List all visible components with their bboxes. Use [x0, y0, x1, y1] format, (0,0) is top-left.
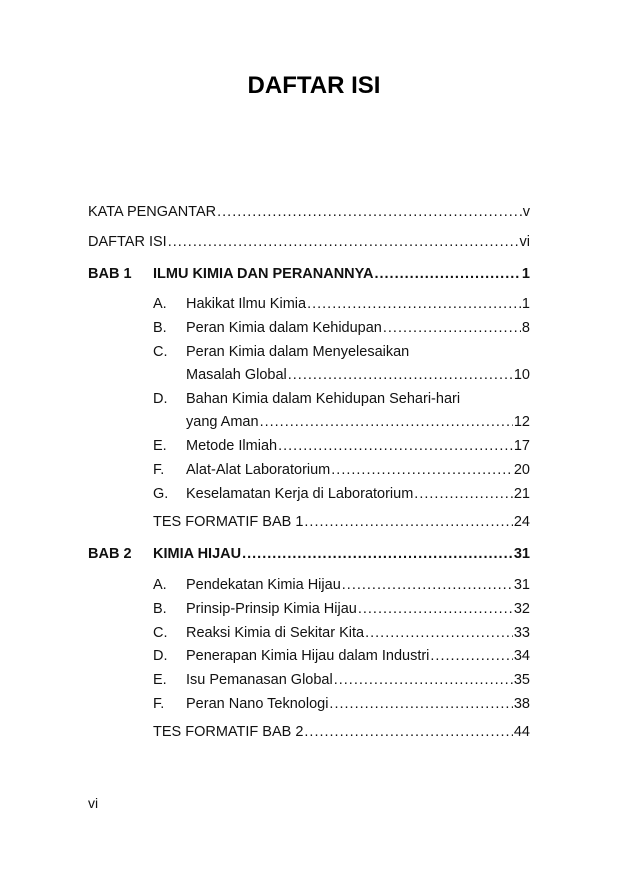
leader-dots [414, 486, 513, 502]
toc-page: 35 [513, 672, 530, 688]
chapter-title: KIMIA HIJAU [153, 546, 242, 562]
toc-section-2a[interactable] [88, 577, 530, 597]
leader-dots [365, 625, 513, 641]
leader-dots [168, 234, 519, 250]
toc-page: 33 [513, 625, 530, 641]
section-letter: B. [153, 601, 167, 617]
toc-page: 31 [513, 577, 530, 593]
toc-section-1c-line1[interactable] [88, 344, 530, 364]
toc-page: 34 [513, 648, 530, 664]
toc-section-1g[interactable] [88, 486, 530, 506]
toc-section-2f[interactable] [88, 696, 530, 716]
toc-section-2c[interactable] [88, 625, 530, 645]
toc-test-bab-2[interactable] [88, 724, 530, 744]
test-label: TES FORMATIF BAB 2 [153, 724, 304, 740]
section-title: Metode Ilmiah [186, 438, 278, 454]
toc-page: 1 [521, 266, 530, 282]
toc-label: DAFTAR ISI [88, 234, 167, 250]
toc-section-1c-line2[interactable] [88, 367, 530, 387]
leader-dots [358, 601, 513, 617]
section-title-cont: Masalah Global [186, 367, 287, 383]
toc-chapter-1[interactable] [88, 266, 530, 286]
toc-section-2d[interactable] [88, 648, 530, 668]
section-letter: B. [153, 320, 167, 336]
toc-section-2b[interactable] [88, 601, 530, 621]
toc-page: 12 [513, 414, 530, 430]
toc-page: 24 [513, 514, 530, 530]
toc-section-1d-line1[interactable] [88, 391, 530, 411]
toc-page: 21 [513, 486, 530, 502]
leader-dots [334, 672, 513, 688]
toc-section-2e[interactable] [88, 672, 530, 692]
section-title: Reaksi Kimia di Sekitar Kita [186, 625, 365, 641]
section-letter: F. [153, 462, 165, 478]
toc-test-bab-1[interactable] [88, 514, 530, 534]
leader-dots [217, 204, 522, 220]
section-letter: C. [153, 344, 168, 360]
toc-page: 10 [513, 367, 530, 383]
section-title: Keselamatan Kerja di Laboratorium [186, 486, 414, 502]
toc-section-1a[interactable] [88, 296, 530, 316]
leader-dots [342, 577, 513, 593]
leader-dots [260, 414, 513, 430]
section-title: Pendekatan Kimia Hijau [186, 577, 341, 593]
leader-dots [331, 462, 513, 478]
leader-dots [430, 648, 512, 664]
leader-dots [304, 724, 512, 740]
toc-section-1f[interactable] [88, 462, 530, 482]
section-title: Isu Pemanasan Global [186, 672, 333, 688]
toc-chapter-2[interactable] [88, 546, 530, 566]
page-title: DAFTAR ISI [247, 72, 381, 99]
section-title: Bahan Kimia dalam Kehidupan Sehari-hari [186, 391, 461, 407]
section-title: Peran Kimia dalam Kehidupan [186, 320, 382, 336]
section-title: Peran Kimia dalam Menyelesaikan [186, 344, 410, 360]
leader-dots [304, 514, 512, 530]
section-title: Hakikat Ilmu Kimia [186, 296, 307, 312]
section-title: Penerapan Kimia Hijau dalam Industri [186, 648, 430, 664]
leader-dots [374, 266, 520, 282]
toc-page: 44 [513, 724, 530, 740]
section-title: Prinsip-Prinsip Kimia Hijau [186, 601, 357, 617]
toc-page: v [522, 204, 530, 220]
section-letter: D. [153, 648, 168, 664]
toc-section-1e[interactable] [88, 438, 530, 458]
toc-page: vi [519, 234, 530, 250]
leader-dots [383, 320, 521, 336]
section-title: Alat-Alat Laboratorium [186, 462, 331, 478]
toc-page: 8 [521, 320, 530, 336]
footer-page-number: vi [88, 795, 99, 811]
chapter-number: BAB 1 [88, 266, 132, 282]
toc-page: 38 [513, 696, 530, 712]
toc-entry-daftar-isi[interactable] [88, 234, 530, 254]
toc-page: 17 [513, 438, 530, 454]
toc-page: 20 [513, 462, 530, 478]
section-title: Peran Nano Teknologi [186, 696, 329, 712]
toc-section-1d-line2[interactable] [88, 414, 530, 434]
leader-dots [307, 296, 521, 312]
toc-page: 1 [521, 296, 530, 312]
section-letter: C. [153, 625, 168, 641]
test-label: TES FORMATIF BAB 1 [153, 514, 304, 530]
chapter-number: BAB 2 [88, 546, 132, 562]
leader-dots [329, 696, 512, 712]
toc-section-1b[interactable] [88, 320, 530, 340]
section-letter: E. [153, 672, 167, 688]
leader-dots [288, 367, 513, 383]
toc-entry-kata-pengantar[interactable] [88, 204, 530, 224]
leader-dots [278, 438, 513, 454]
toc-label: KATA PENGANTAR [88, 204, 217, 220]
toc-page: 31 [513, 546, 530, 562]
leader-dots [242, 546, 513, 562]
toc-page: 32 [513, 601, 530, 617]
section-title-cont: yang Aman [186, 414, 259, 430]
section-letter: A. [153, 296, 167, 312]
chapter-title: ILMU KIMIA DAN PERANANNYA [153, 266, 374, 282]
section-letter: F. [153, 696, 165, 712]
section-letter: G. [153, 486, 169, 502]
section-letter: A. [153, 577, 167, 593]
section-letter: E. [153, 438, 167, 454]
section-letter: D. [153, 391, 168, 407]
